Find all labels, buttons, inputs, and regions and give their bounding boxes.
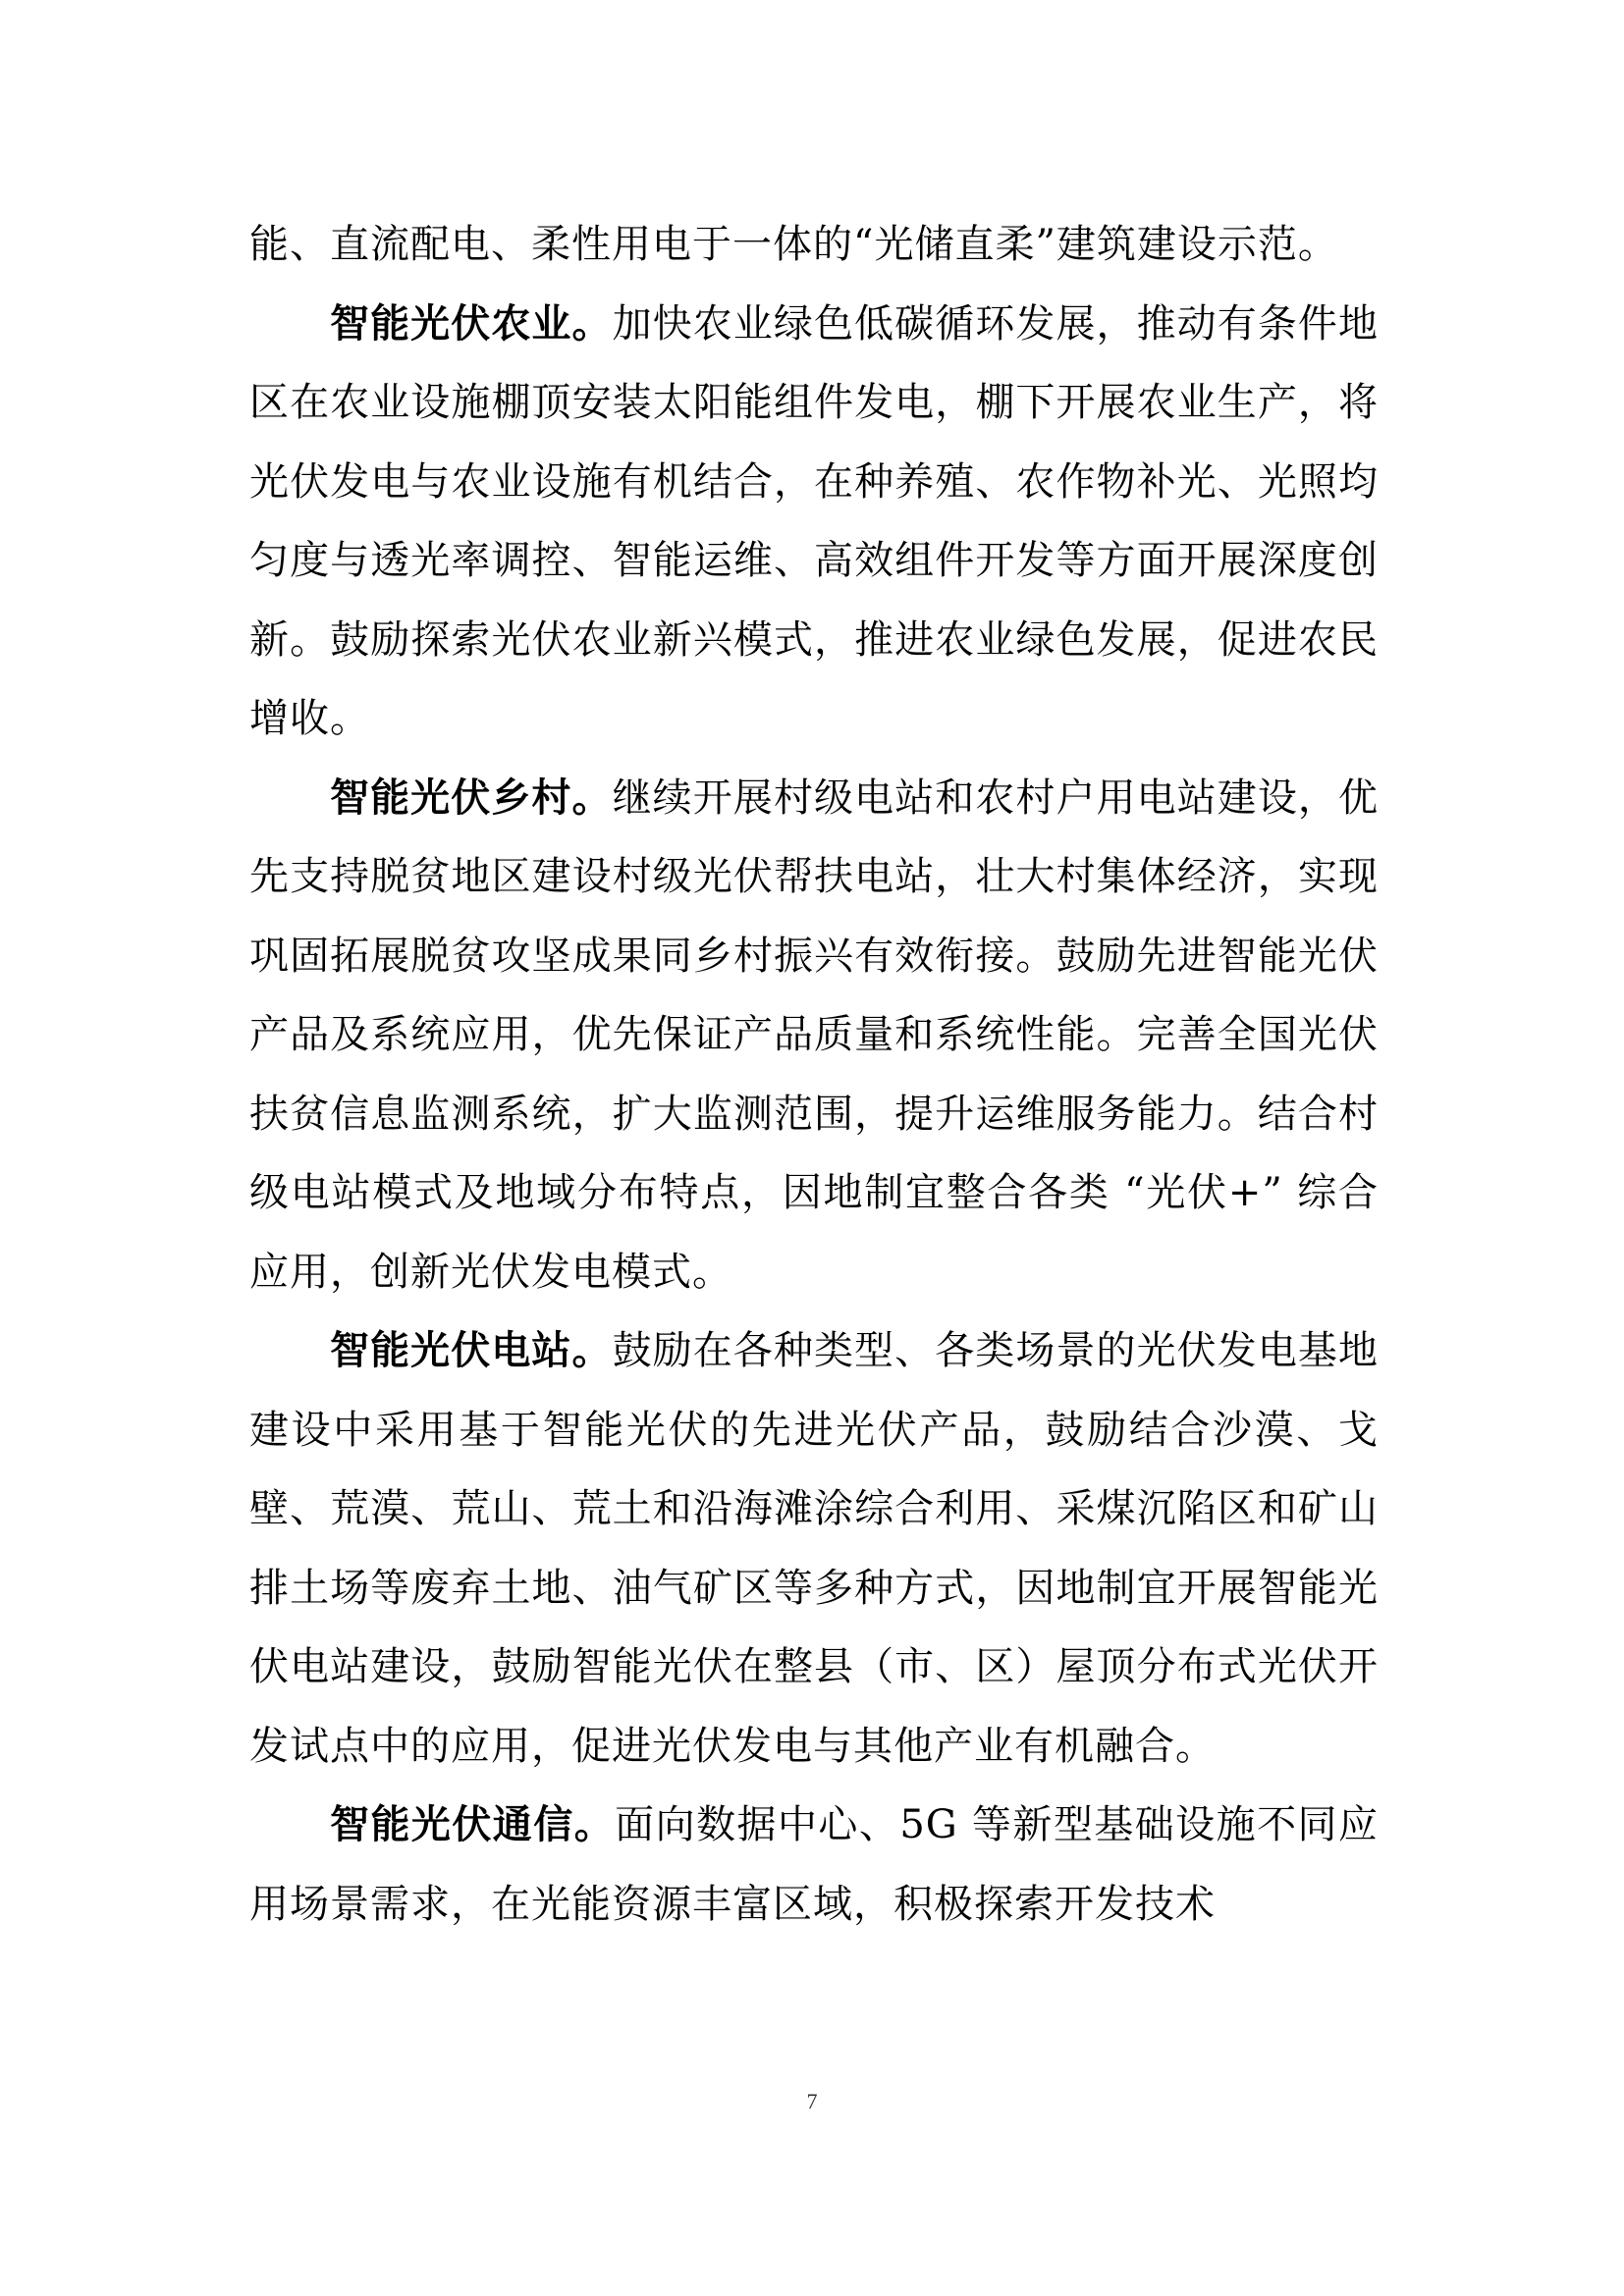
paragraph-smart-pv-station <box>249 1311 1379 1786</box>
page-number: 7 <box>806 2089 818 2113</box>
paragraph-lead: 智能光伏乡村。 <box>330 774 613 821</box>
paragraph-text: 面向数据中心、5G 等新型基础设施不同应用场景需求，在光能资源丰富区域，积极探索开发技术 <box>249 1802 1379 1927</box>
document-page <box>249 205 1379 1944</box>
paragraph-text: 加快农业绿色低碳循环发展，推动有条件地区在农业设施棚顶安装太阳能组件发电，棚下开展农业生产，将光伏发电与农业设施有机结合，在种养殖、农作物补光、光照均匀度与透光率调控、智能运维、高效组件开发等方面开展深度创新。鼓励探索光伏农业新兴模式，推进农业绿色发展，促进农民增收。 <box>249 300 1380 741</box>
paragraph-continuation <box>249 205 1379 285</box>
paragraph-smart-pv-agriculture <box>249 285 1379 759</box>
paragraph-lead: 智能光伏农业。 <box>330 300 613 347</box>
paragraph-smart-pv-communication <box>249 1786 1379 1944</box>
paragraph-smart-pv-village <box>249 759 1379 1312</box>
paragraph-text: 能、直流配电、柔性用电于一体的“光储直柔”建筑建设示范。 <box>249 222 1338 267</box>
paragraph-text: 鼓励在各种类型、各类场景的光伏发电基地建设中采用基于智能光伏的先进光伏产品，鼓励结合沙漠、戈壁、荒漠、荒山、荒土和沿海滩涂综合利用、采煤沉陷区和矿山排土场等废弃土地、油气矿区等多种方式，因地制宜开展智能光伏电站建设，鼓励智能光伏在整县（市、区）屋顶分布式光伏开发试点中的应用，促进光伏发电与其他产业有机融合。 <box>249 1328 1380 1769</box>
paragraph-lead: 智能光伏通信。 <box>330 1802 616 1847</box>
paragraph-text: 继续开展村级电站和农村户用电站建设，优先支持脱贫地区建设村级光伏帮扶电站，壮大村集体经济，实现巩固拓展脱贫攻坚成果同乡村振兴有效衔接。鼓励先进智能光伏产品及系统应用，优先保证产品质量和系统性能。完善全国光伏扶贫信息监测系统，扩大监测范围，提升运维服务能力。结合村级电站模式及地域分布特点，因地制宜整合各类 “光伏+” 综合应用，创新光伏发电模式。 <box>249 774 1380 1295</box>
paragraph-lead: 智能光伏电站。 <box>330 1328 613 1373</box>
